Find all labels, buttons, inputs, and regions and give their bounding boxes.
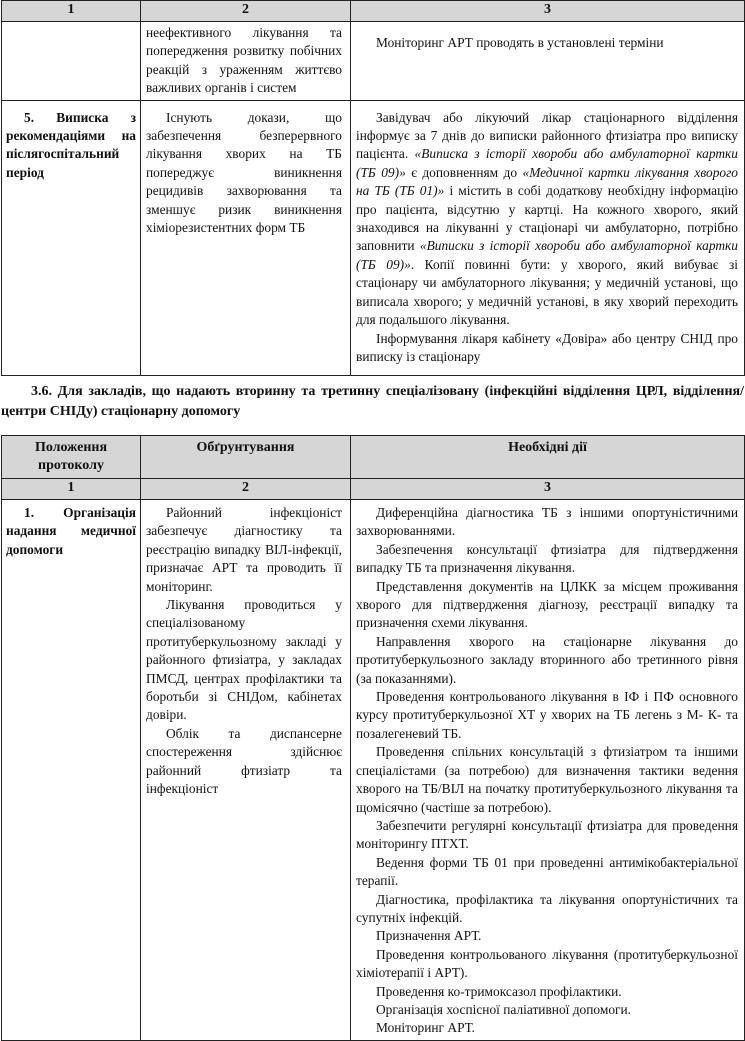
- table-row: [2, 22, 745, 101]
- action-item: Диференційна діагностика ТБ з іншими опортуністичними захворюваннями.: [356, 505, 738, 539]
- column-number: 2: [141, 479, 351, 500]
- action-item: Забезпечення консультації фтизіатра для підтвердження випадку ТБ та призначення лікування.: [356, 541, 738, 576]
- actions-text: . Копії повинні бути: у хворого, який вибуває зі стаціонару чи амбулаторного лікування; у медичній установі, що виписала хворого; у медичній установі, в яку хворий переходить для подальшого лікування.: [356, 256, 739, 328]
- table-continued: [1, 0, 745, 376]
- action-item: Проведення контрольованого лікування в ІФ і ПФ основного курсу протитуберкульозної ХТ у хворих на ТБ легень з М- К- та позалегеневий ТБ.: [356, 689, 738, 741]
- column-number: 3: [351, 1, 745, 22]
- action-item: Моніторинг АРТ.: [376, 1020, 475, 1036]
- action-item: Проведення спільних консультацій з фтизіатром та іншими спеціалістами (за потребою) для визначення тактики ведення хворого на ТБ/ВІЛ на початку протитуберкульозного лікування та щомісячно (частіше за потребою).: [356, 744, 738, 815]
- action-item: Ведення форми ТБ 01 при проведенні антимікобактеріальної терапії.: [356, 854, 738, 889]
- justification-cell: [141, 22, 351, 101]
- table-header-row: [2, 436, 745, 479]
- column-number: 1: [2, 479, 141, 500]
- action-item: Направлення хворого на стаціонарне лікування до протитуберкульозного закладу вторинного або третинного рівня (за показаннями).: [356, 633, 738, 686]
- justification-cell: [141, 100, 351, 375]
- actions-text: і містить в собі додаткову необхідну інформацію про пацієнта, відсутню у картці. На кожного хворого, який знаходився на лікуванні у стаціонарі чи амбулаторно, потрібно заповнити: [356, 183, 738, 254]
- column-number-row: [2, 1, 745, 22]
- action-item: Представлення документів на ЦЛКК за місцем проживання хворого для підтвердження діагнозу, реєстрації випадку та призначення схеми лікування.: [356, 578, 738, 631]
- protocol-position-cell: 5. Виписка з рекомендаціями на післягоспітальний період: [2, 100, 141, 375]
- section-title: 3.6. Для закладів, що надають вторинну та третинну спеціалізовану (інфекційні відділення ЦРЛ, відділення/центри СНІДу) стаціонарну допомогу: [1, 384, 744, 419]
- actions-text: Моніторинг АРТ проводять в установлені терміни: [376, 35, 664, 50]
- column-number: 2: [141, 1, 351, 22]
- table-row: [2, 500, 745, 1041]
- justification-cell: [141, 500, 351, 1041]
- column-header: Положення протоколу: [2, 436, 141, 479]
- column-header: Обґрунтування: [141, 436, 351, 479]
- action-item: Діагностика, профілактика та лікування опортуністичних та супутніх інфекцій.: [356, 891, 738, 925]
- justification-text: Існують докази, що забезпечення безперервного лікування хворих на ТБ попереджує виникнення рецидивів захворювання та зменшує ризик виникнення хіміорезистентних форм ТБ: [146, 109, 342, 236]
- column-number: 1: [2, 1, 141, 22]
- column-header: Необхідні дії: [351, 436, 745, 479]
- table-secondary-tertiary-care: [1, 435, 745, 1041]
- action-item: Призначення АРТ.: [376, 928, 482, 944]
- actions-paragraph: Інформування лікаря кабінету «Довіра» або центру СНІД про виписку із стаціонару: [356, 330, 738, 364]
- actions-cell: [351, 100, 745, 375]
- table-row: [2, 100, 745, 375]
- column-number-row: [2, 479, 745, 500]
- protocol-position-cell: [2, 22, 141, 101]
- justification-paragraph: Районний інфекціоніст забезпечує діагностику та реєстрацію випадку ВІЛ-інфекції, призначає АРТ та проводить її моніторинг.: [146, 505, 342, 594]
- actions-text: є доповненням до: [405, 164, 523, 180]
- protocol-position-cell: 1. Організація надання медичної допомоги: [2, 500, 141, 1041]
- justification-text: неефективного лікування та попередження розвитку побічних реакцій з ураженням життєво важливих органів і систем: [146, 25, 342, 96]
- form-reference: «Виписка з історії хвороби або амбулаторної картки (ТБ 09)»: [356, 146, 738, 180]
- form-reference: «Медичної картки лікування хворого на ТБ (ТБ 01)»: [356, 164, 739, 199]
- justification-paragraph: Облік та диспансерне спостереження здійснює районний фтизіатр та інфекціоніст: [146, 725, 342, 797]
- action-item: Проведення контрольованого лікування (протитуберкульозної хіміотерапії і АРТ).: [356, 946, 738, 981]
- actions-text: Завідувач або лікуючий лікар стаціонарного відділення інформує за 7 днів до виписки районного фтизіатра про виписку пацієнта.: [356, 109, 738, 162]
- action-item: Організація хоспісної паліативної допомоги.: [376, 1001, 632, 1017]
- justification-paragraph: Лікування проводиться у спеціалізованому протитуберкульозному закладі у районного фтизіатра, у закладах ПМСД, центрах профілактики та боротьби зі СНІДом, кабінетах довіри.: [146, 597, 342, 723]
- form-reference: «Виписки з історії хвороби або амбулаторної картки (ТБ 09)»: [356, 238, 738, 272]
- actions-paragraph: [356, 109, 738, 330]
- action-item: Проведення ко-тримоксазол профілактики.: [376, 983, 622, 999]
- actions-cell: [351, 22, 745, 101]
- action-item: Забезпечити регулярні консультації фтизіатра для проведення моніторингу ПТХТ.: [356, 817, 738, 852]
- column-number: 3: [351, 479, 745, 500]
- actions-cell: [351, 500, 745, 1041]
